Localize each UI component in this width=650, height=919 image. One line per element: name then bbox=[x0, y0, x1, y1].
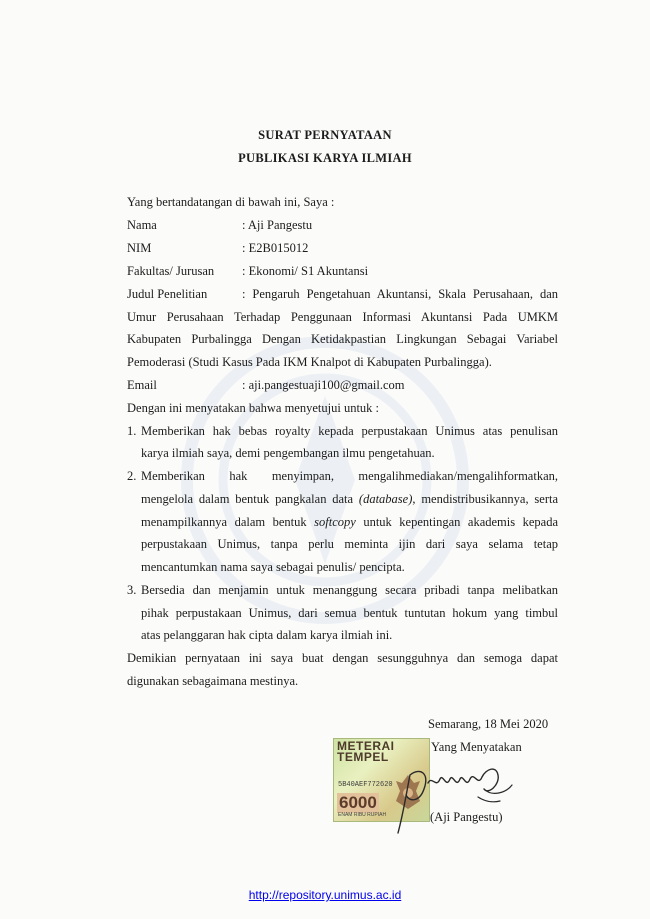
nim-label: NIM bbox=[127, 241, 152, 255]
nama-value: : Aji Pangestu bbox=[242, 218, 313, 232]
item2-line3 bbox=[141, 515, 558, 530]
item2-line5: mencantumkan nama saya sebagai penulis/ pencipta. bbox=[141, 560, 405, 574]
stamp-amount: 6000 bbox=[339, 793, 377, 812]
intro-text: Yang bertandatangan di bawah ini, Saya : bbox=[127, 195, 335, 209]
item1-number: 1. bbox=[127, 424, 137, 438]
item2-line4: perpustakaan Unimus, tanpa perlu meminta ijin dari saya selama tetap bbox=[141, 537, 558, 551]
judul-label: Judul Penelitian bbox=[127, 287, 208, 301]
item2-line2-post: , mendistribusikannya, serta bbox=[412, 492, 558, 506]
item1-line2: karya ilmiah saya, demi pengembangan ilmu pengetahuan. bbox=[141, 446, 435, 460]
item1-line1: Memberikan hak bebas royalty kepada perpustakaan Unimus atas penulisan bbox=[141, 424, 558, 438]
judul-line3: Kabupaten Purbalingga Dengan Ketidakpastian Lingkungan Sebagai Variabel bbox=[127, 332, 558, 346]
nim-value: : E2B015012 bbox=[242, 241, 309, 255]
item2-number: 2. bbox=[127, 469, 137, 483]
item2-line2-italic: (database) bbox=[358, 492, 413, 506]
stamp-title: METERAI TEMPEL bbox=[337, 739, 395, 764]
place-date: Semarang, 18 Mei 2020 bbox=[428, 717, 549, 731]
signer-role: Yang Menyatakan bbox=[431, 740, 522, 754]
email-label: Email bbox=[127, 378, 157, 392]
judul-value-line1: : Pengaruh Pengetahuan Akuntansi, Skala Perusahaan, dan bbox=[242, 287, 558, 301]
item2-line3-pre: menampilkannya dalam bentuk bbox=[141, 515, 315, 529]
nama-label: Nama bbox=[127, 218, 157, 232]
item2-line2-pre: mengelola dalam bentuk pangkalan data bbox=[141, 492, 359, 506]
fakultas-value: : Ekonomi/ S1 Akuntansi bbox=[242, 264, 369, 278]
judul-line2: Umur Perusahaan Terhadap Penggunaan Informasi Akuntansi Pada UMKM bbox=[127, 310, 558, 324]
document-subtitle: PUBLIKASI KARYA ILMIAH bbox=[238, 151, 412, 165]
item2-line3-post: untuk kepentingan akademis kepada bbox=[355, 515, 558, 529]
judul-line4: Pemoderasi (Studi Kasus Pada IKM Knalpot di Kabupaten Purbalingga). bbox=[127, 355, 492, 369]
closing-line1: Demikian pernyataan ini saya buat dengan sesungguhnya dan semoga dapat bbox=[127, 651, 558, 665]
item3-line2: pihak perpustakaan Unimus, dari semua bentuk tuntutan hokum yang timbul bbox=[141, 606, 558, 620]
item3-number: 3. bbox=[127, 583, 137, 597]
item2-line2 bbox=[141, 492, 558, 507]
handwritten-signature bbox=[380, 745, 530, 840]
item2-line1: Memberikan hak menyimpan, mengalihmediakan/mengalihformatkan, bbox=[141, 469, 558, 483]
statement-intro: Dengan ini menyatakan bahwa menyetujui untuk : bbox=[127, 401, 380, 415]
fakultas-label: Fakultas/ Jurusan bbox=[127, 264, 215, 278]
email-value: : aji.pangestuaji100@gmail.com bbox=[242, 378, 405, 392]
stamp-code: 5B40AEF772620 bbox=[338, 781, 393, 789]
document-title: SURAT PERNYATAAN bbox=[258, 128, 392, 142]
item3-line1: Bersedia dan menjamin untuk menanggung secara pribadi tanpa melibatkan bbox=[141, 583, 558, 597]
item3-line3: atas pelanggaran hak cipta dalam karya ilmiah ini. bbox=[141, 628, 393, 642]
item2-line3-italic: softcopy bbox=[314, 515, 356, 529]
signer-name: (Aji Pangestu) bbox=[430, 810, 503, 824]
repository-link[interactable]: http://repository.unimus.ac.id bbox=[248, 888, 402, 902]
closing-line2: digunakan sebagaimana mestinya. bbox=[127, 674, 299, 688]
stamp-subtext: ENAM RIBU RUPIAH bbox=[338, 812, 387, 818]
